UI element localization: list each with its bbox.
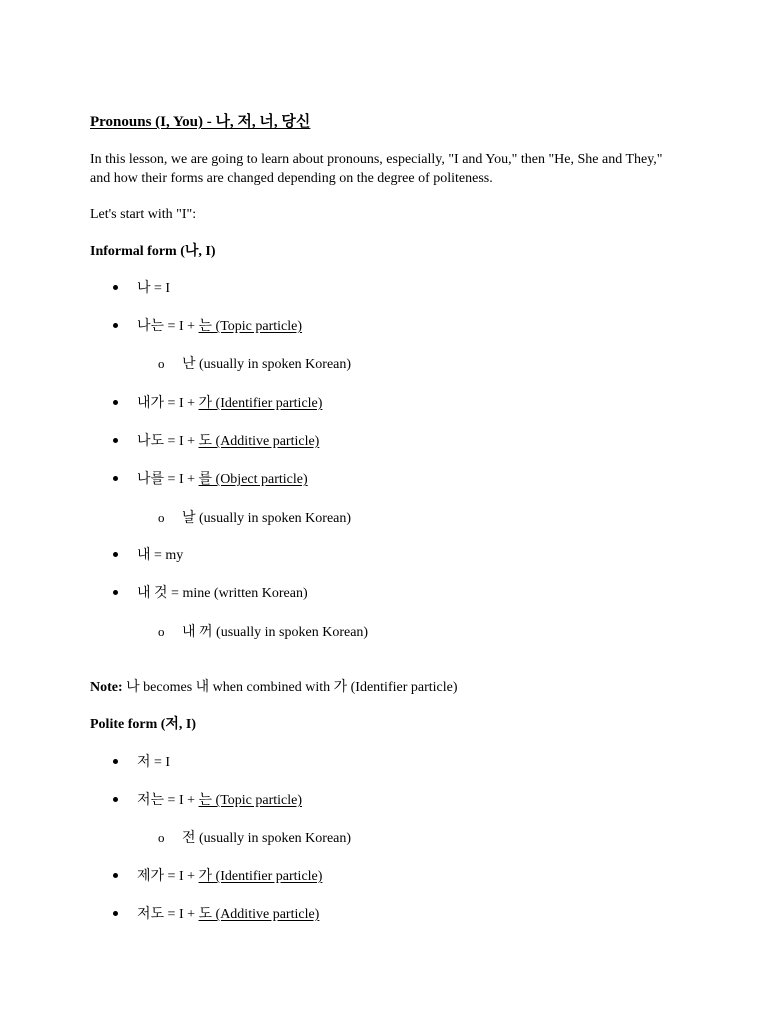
list-item: 내 것 = mine (written Korean): [113, 584, 308, 603]
bullet-icon: [113, 470, 137, 489]
identifier-particle-link[interactable]: 가 (Identifier particle): [198, 396, 323, 411]
sub-list-item: o 내 꺼 (usually in spoken Korean): [158, 624, 369, 640]
additive-particle-link[interactable]: 도 (Additive particle): [198, 434, 320, 449]
bullet-icon: [113, 791, 137, 810]
bullet-icon: [113, 753, 137, 772]
polite-heading: Polite form (저, I): [90, 717, 197, 732]
list-item: 내 = my: [113, 546, 183, 565]
circle-bullet-icon: o: [158, 510, 165, 525]
list-item: 내가 = I + 가 (Identifier particle): [113, 394, 322, 413]
note-line: [90, 678, 458, 697]
intro-paragraph: In this lesson, we are going to learn about pronouns, especially, "I and You," then "He, She and They," and how their forms are changed depending on the degree of politeness.: [90, 152, 663, 186]
start-line: Let's start with "I":: [90, 207, 197, 222]
bullet-icon: [113, 279, 137, 298]
additive-particle-link[interactable]: 도 (Additive particle): [198, 907, 320, 922]
object-particle-link[interactable]: 를 (Object particle): [198, 472, 308, 487]
informal-heading: Informal form (나, I): [90, 244, 216, 259]
page-title: Pronouns (I, You) - 나, 저, 너, 당신: [90, 114, 311, 130]
topic-particle-link[interactable]: 는 (Topic particle): [198, 319, 303, 334]
list-item: 저는 = I + 는 (Topic particle): [113, 791, 302, 810]
list-item: 나도 = I + 도 (Additive particle): [113, 432, 319, 451]
circle-bullet-icon: o: [158, 830, 165, 845]
bullet-icon: [113, 394, 137, 413]
bullet-icon: [113, 867, 137, 886]
list-item: 제가 = I + 가 (Identifier particle): [113, 867, 322, 886]
bullet-icon: [113, 584, 137, 603]
sub-list-item: o 난 (usually in spoken Korean): [158, 356, 352, 372]
circle-bullet-icon: o: [158, 624, 165, 639]
list-item: 저 = I: [113, 753, 170, 772]
note-text: 나 becomes 내 when combined with 가 (Identifier particle): [122, 680, 458, 695]
circle-bullet-icon: o: [158, 356, 165, 371]
list-item: 나를 = I + 를 (Object particle): [113, 470, 308, 489]
bullet-icon: [113, 432, 137, 451]
list-item: 저도 = I + 도 (Additive particle): [113, 905, 319, 924]
list-item: 나 = I: [113, 279, 170, 298]
bullet-icon: [113, 546, 137, 565]
list-item: 나는 = I + 는 (Topic particle): [113, 317, 302, 336]
identifier-particle-link[interactable]: 가 (Identifier particle): [198, 869, 323, 884]
sub-list-item: o 날 (usually in spoken Korean): [158, 510, 352, 526]
note-label: Note:: [90, 680, 123, 695]
topic-particle-link[interactable]: 는 (Topic particle): [198, 793, 303, 808]
bullet-icon: [113, 905, 137, 924]
bullet-icon: [113, 317, 137, 336]
sub-list-item: o 전 (usually in spoken Korean): [158, 830, 352, 846]
